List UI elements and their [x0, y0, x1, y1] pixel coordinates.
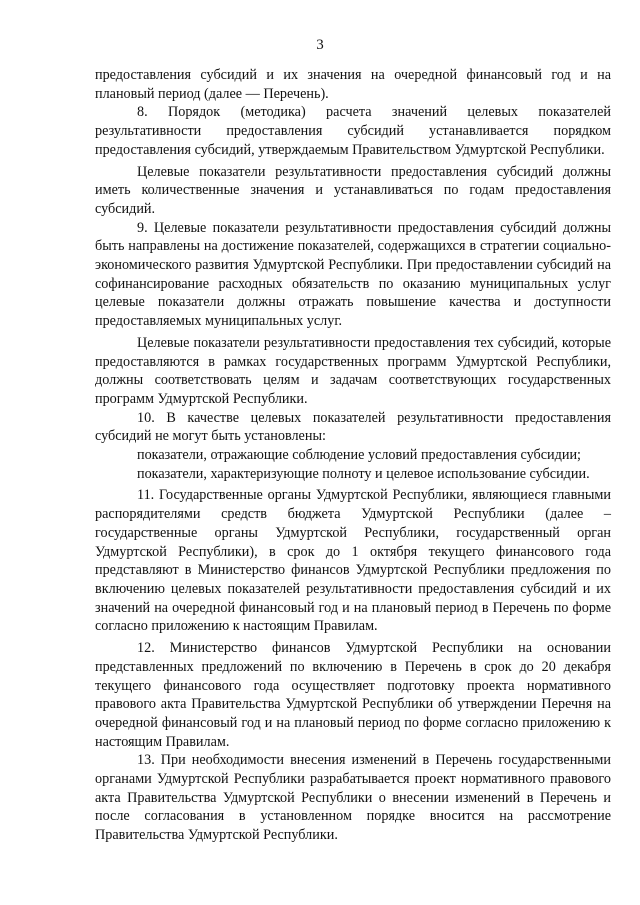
- document-body: [95, 66, 611, 845]
- paragraph-continuation: предоставления субсидий и их значения на очередной финансовый год и на плановый период (далее — Перечень).: [95, 67, 611, 102]
- paragraph-item-10: 10. В качестве целевых показателей результативности предоставления субсидий не могут быть установлены:: [95, 409, 611, 445]
- paragraph-item-13: 13. При необходимости внесения изменений в Перечень государственными органами Удмуртской Республики разрабатывается проект нормативного правового акта Правительства Удмуртской Республики о внесении изменений в Перечень и после согласования в установленном порядке вносится на рассмотрение Правительства Удмуртской Республики.: [95, 752, 611, 844]
- paragraph-item-12: 12. Министерство финансов Удмуртской Республики на основании представленных предложений по включению в Перечень в срок до 20 декабря текущего финансового года осуществляет подготовку проекта нормативного правового акта Правительства Удмуртской Республики об утверждении Перечня на очередной финансовый год и на плановый период по форме согласно приложению к настоящим Правилам.: [95, 640, 611, 750]
- paragraph-item-9: 9. Целевые показатели результативности предоставления субсидий должны быть направлены на достижение показателей, содержащихся в стратегии социально-экономического развития Удмуртской Республики. При предоставлении субсидий на софинансирование расходных обязательств по оказанию муниципальных услуг целевые показатели должны отражать повышение качества и доступности предоставляемых муниципальных услуг.: [95, 219, 611, 330]
- paragraph-item-10-bullet-2: показатели, характеризующие полноту и целевое использование субсидии.: [137, 465, 590, 482]
- paragraph-item-8-indicators: Целевые показатели результативности предоставления субсидий должны иметь количественные значения и устанавливаться по годам предоставления субсидий.: [95, 163, 611, 217]
- paragraph-item-11: 11. Государственные органы Удмуртской Республики, являющиеся главными распорядителями средств бюджета Удмуртской Республики (далее – государственные органы Удмуртской Республики, государственный орган Удмуртской Республики), в срок до 1 октября текущего финансового года представляют в Министерство финансов Удмуртской Республики предложения по включению целевых показателей результативности предоставления субсидий и их значений на очередной финансовый год и на плановый период в Перечень по форме согласно приложению к настоящим Правилам.: [95, 487, 611, 635]
- paragraph-item-8: 8. Порядок (методика) расчета значений целевых показателей результативности предоставления субсидий устанавливается порядком предоставления субсидий, утверждаемым Правительством Удмуртской Республики.: [95, 104, 611, 158]
- paragraph-item-9-programs: Целевые показатели результативности предоставления тех субсидий, которые предоставляются в рамках государственных программ Удмуртской Республики, должны соответствовать целям и задачам соответствующих государственных программ Удмуртской Республики.: [95, 334, 611, 407]
- paragraph-item-10-bullet-1: показатели, отражающие соблюдение условий предоставления субсидии;: [137, 447, 581, 464]
- page-number: 3: [316, 37, 324, 53]
